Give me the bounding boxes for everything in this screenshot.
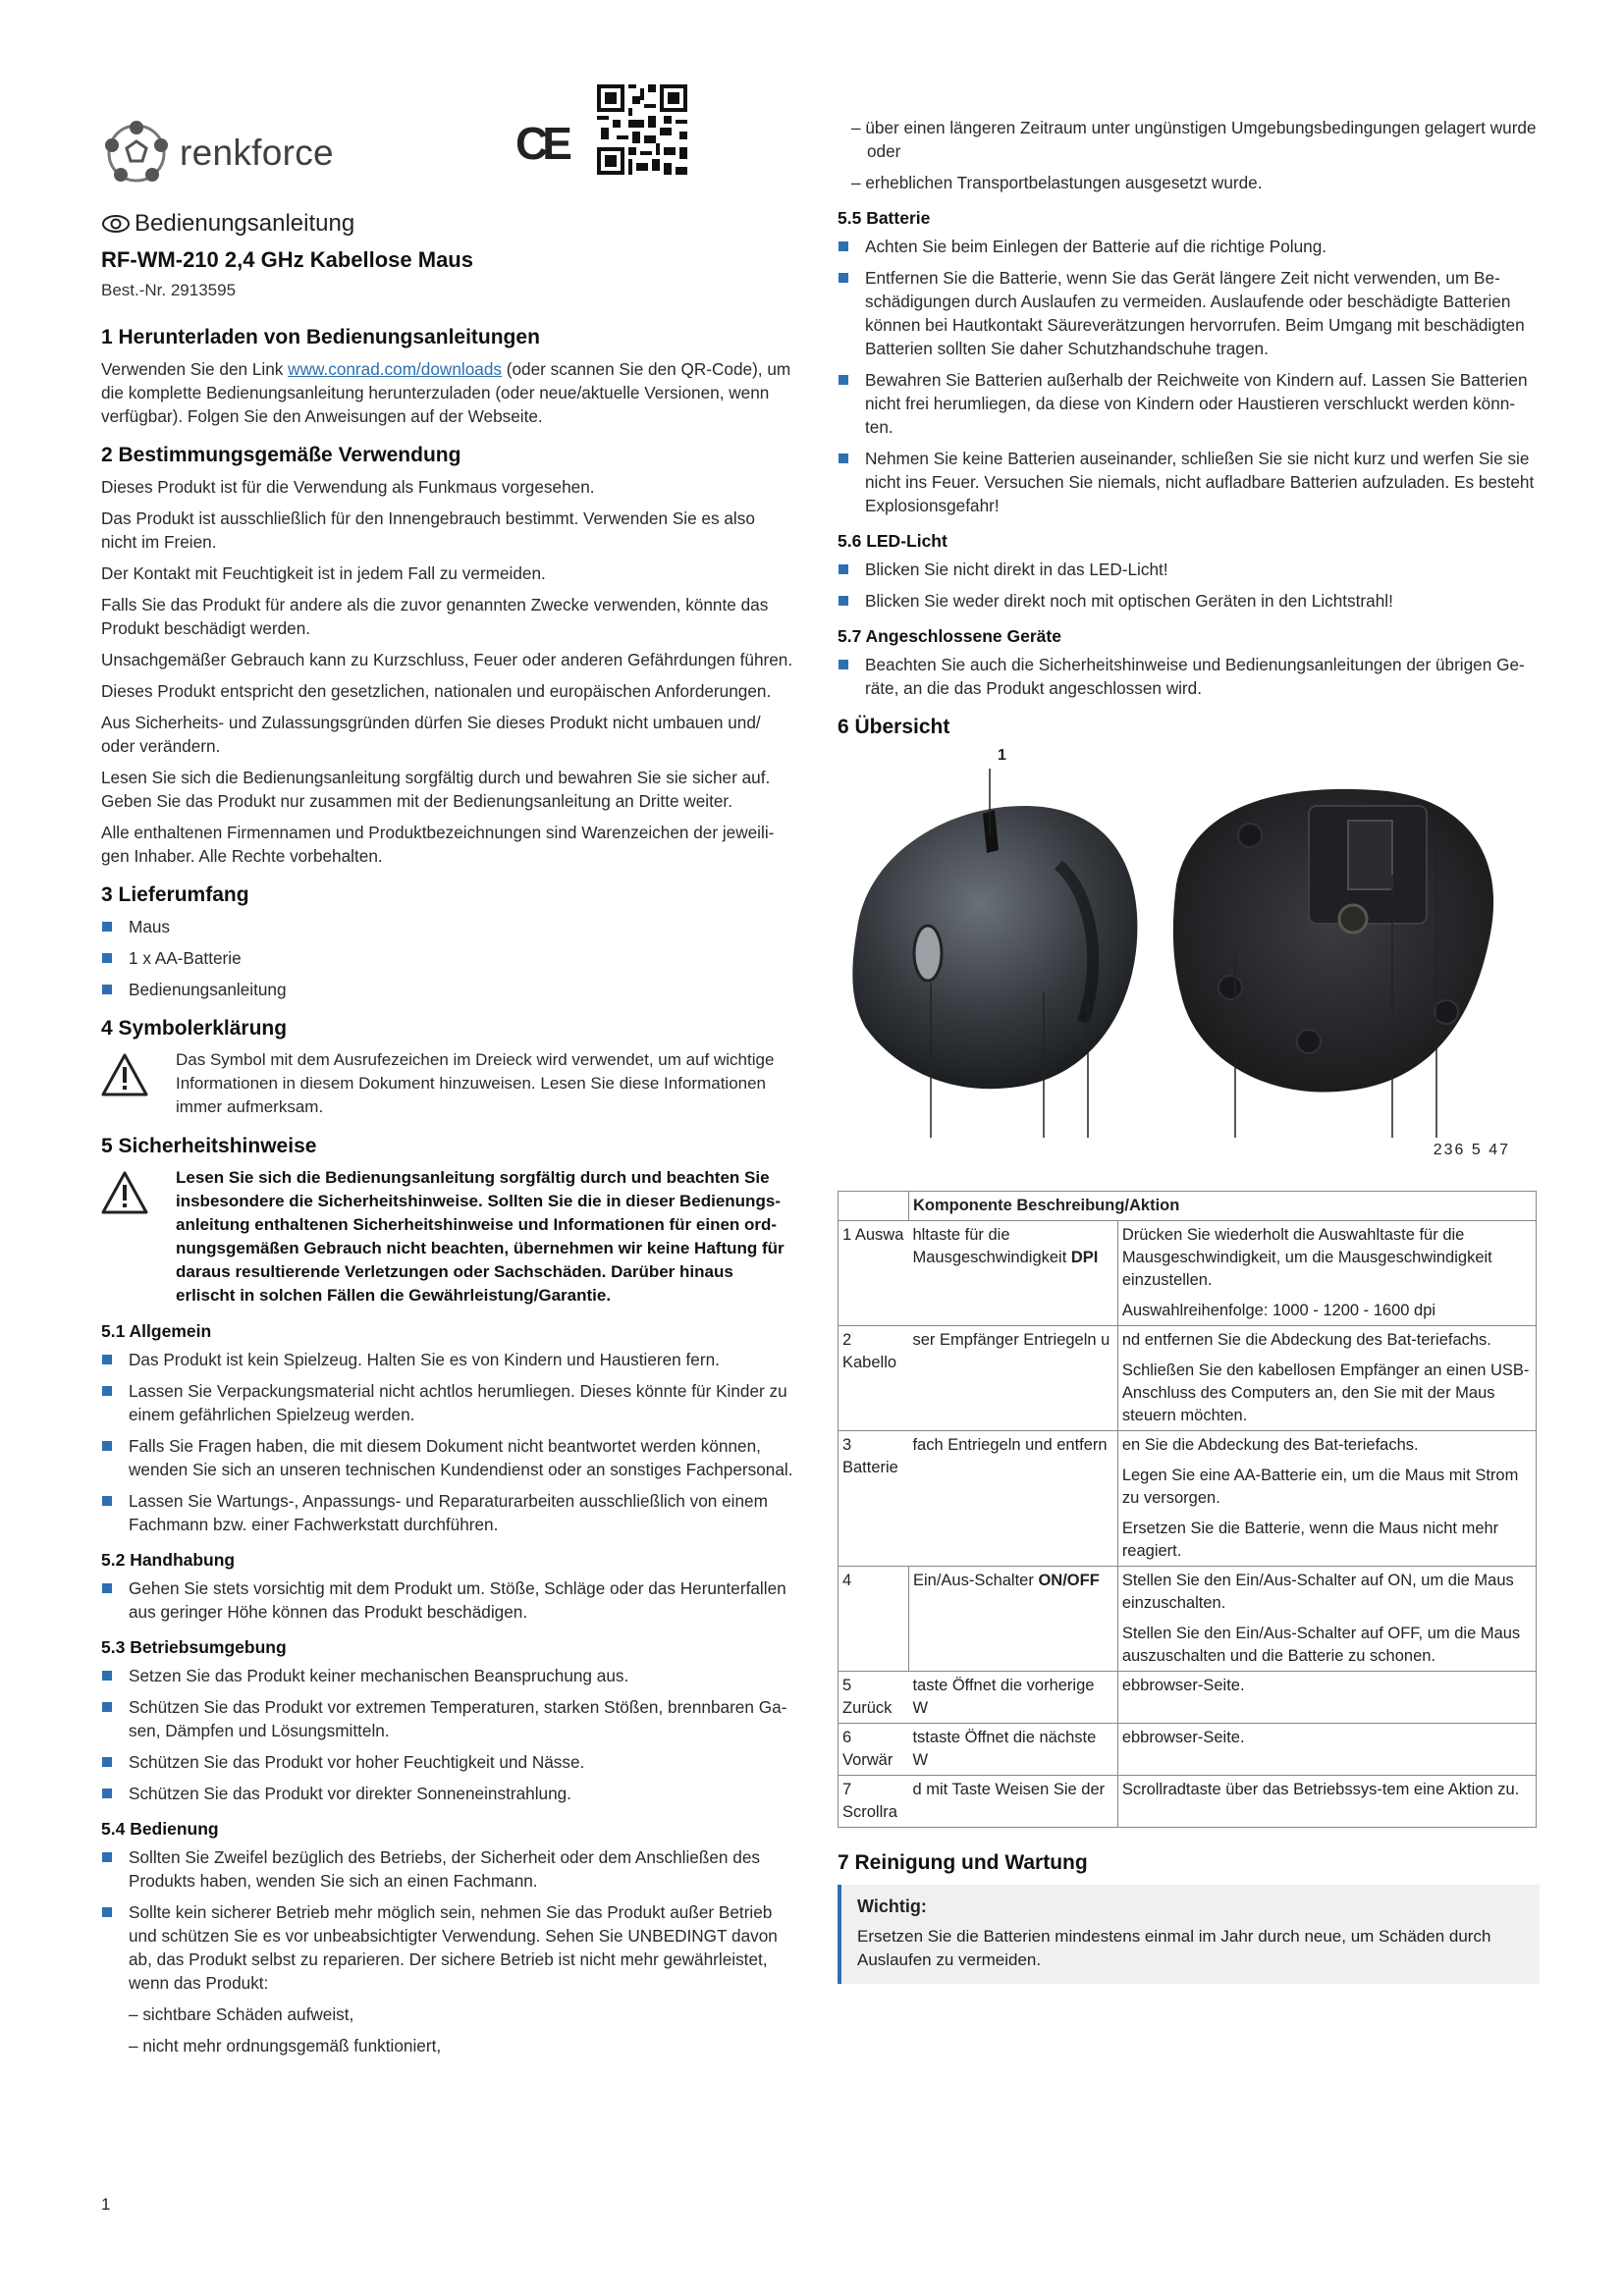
section-5-1-heading: 5.1 Allgemein bbox=[101, 1321, 212, 1341]
side-button bbox=[914, 926, 942, 981]
bullet-icon bbox=[839, 375, 848, 385]
warning-triangle-icon bbox=[101, 1170, 148, 1215]
page-number: 1 bbox=[101, 2195, 111, 2214]
section-1-heading: 1 Herunterladen von Bedienungsanleitungen bbox=[101, 326, 540, 348]
eye-icon bbox=[101, 213, 131, 235]
logo bbox=[101, 118, 793, 188]
warning-triangle-icon bbox=[101, 1052, 148, 1097]
section-5-5-heading: 5.5 Batterie bbox=[838, 208, 931, 228]
list-item: Das Produkt ist kein Spielzeug. Halten Sie es von Kindern und Haustieren fern. bbox=[101, 1348, 793, 1371]
dash-item: – erheblichen Transportbelastungen ausgesetzt wurde. bbox=[851, 173, 1263, 192]
section-5-6-heading: 5.6 LED-Licht bbox=[838, 531, 947, 551]
connected-devices-list bbox=[838, 653, 1540, 700]
section-2-paragraph: Dieses Produkt entspricht den gesetzlichen, nationalen und europäischen Anforderungen. bbox=[101, 681, 772, 701]
list-item: Achten Sie beim Einlegen der Batterie auf die richtige Polung. bbox=[838, 235, 1540, 258]
section-5-3-heading: 5.3 Betriebsumgebung bbox=[101, 1637, 287, 1657]
list-item: Lassen Sie Wartungs-, Anpassungs- und Reparaturarbeiten ausschließlich von einem Fachmann bzw. einer Fachwerkstatt durchführen. bbox=[101, 1489, 793, 1536]
bullet-icon bbox=[102, 1702, 112, 1712]
qr-code-icon bbox=[597, 84, 687, 175]
dash-item: – sichtbare Schäden aufweist, bbox=[129, 2004, 354, 2024]
list-item: Maus bbox=[101, 915, 793, 938]
bullet-icon bbox=[102, 1852, 112, 1862]
battery-list bbox=[838, 235, 1540, 517]
section-6-heading: 6 Übersicht bbox=[838, 716, 950, 738]
section-2-paragraph: Dieses Produkt ist für die Verwendung als Funkmaus vorgesehen. bbox=[101, 477, 595, 497]
callout-1: 1 bbox=[998, 747, 1006, 764]
downloads-link[interactable]: www.conrad.com/downloads bbox=[288, 359, 502, 379]
list-item: 1 x AA-Batterie bbox=[101, 946, 793, 970]
led-list bbox=[838, 558, 1540, 613]
table-row: 3 Batterie fach Entriegeln und entfern en Sie die Abdeckung des Bat-teriefachs. Legen Sie eine AA-Batterie ein, um die Maus mit Strom zu versorgen. Ersetzen Sie die Batterie, wenn die Maus nicht mehr reagiert. bbox=[839, 1431, 1537, 1567]
table-row: 7 Scrollra d mit Taste Weisen Sie der Scrollradtaste über das Betriebssys-tem eine Aktion zu. bbox=[839, 1776, 1537, 1828]
product-title: RF-WM-210 2,4 GHz Kabellose Maus bbox=[101, 247, 473, 272]
table-header: Komponente Beschreibung/Aktion bbox=[908, 1192, 1536, 1221]
section-2-paragraph: Unsachgemäßer Gebrauch kann zu Kurzschluss, Feuer oder anderen Gefährdungen führen. bbox=[101, 650, 793, 669]
bullet-icon bbox=[102, 1355, 112, 1364]
list-item: Bedienungsanleitung bbox=[101, 978, 793, 1001]
list-item: Bewahren Sie Batterien außerhalb der Reichweite von Kindern auf. Lassen Sie Batterien nicht frei herumliegen, da diese von Kindern oder Haustieren verschluckt werden könn-ten. bbox=[838, 368, 1540, 439]
bullet-icon bbox=[839, 241, 848, 251]
list-item: Nehmen Sie keine Batterien auseinander, schließen Sie sie nicht kurz und werfen Sie sie nicht ins Feuer. Versuchen Sie niemals, nicht aufladbare Batterien aufzuladen. Es besteht Explosionsgefahr! bbox=[838, 447, 1540, 517]
list-item: Setzen Sie das Produkt keiner mechanischen Beanspruchung aus. bbox=[101, 1664, 793, 1687]
list-item: Blicken Sie nicht direkt in das LED-Licht! bbox=[838, 558, 1540, 581]
safety-warning bbox=[101, 1166, 793, 1308]
list-item: Sollten Sie Zweifel bezüglich des Betriebs, der Sicherheit oder dem Anschließen des Produkts haben, wenden Sie sich an einen Fachmann. bbox=[101, 1845, 793, 1893]
bullet-icon bbox=[839, 564, 848, 574]
operation-list bbox=[101, 1845, 793, 1995]
table-row: 5 Zurück taste Öffnet die vorherige W ebbrowser-Seite. bbox=[839, 1672, 1537, 1724]
important-note bbox=[838, 1885, 1540, 1984]
list-item: Lassen Sie Verpackungsmaterial nicht achtlos herumliegen. Dieses könnte für Kinder zu einem gefährlichen Spielzeug werden. bbox=[101, 1379, 793, 1426]
bullet-icon bbox=[839, 660, 848, 669]
note-title: Wichtig: bbox=[857, 1896, 927, 1916]
components-table bbox=[838, 1191, 1537, 1828]
ce-mark: CE bbox=[515, 118, 567, 169]
section-5-heading: 5 Sicherheitshinweise bbox=[101, 1135, 317, 1157]
left-column bbox=[101, 118, 793, 2065]
bullet-icon bbox=[102, 1907, 112, 1917]
bullet-icon bbox=[102, 985, 112, 994]
manual-label: Bedienungsanleitung bbox=[101, 210, 793, 238]
environment-list bbox=[101, 1664, 793, 1805]
symbol-text: Das Symbol mit dem Ausrufezeichen im Dreieck wird verwendet, um auf wichtige Informationen in diesem Dokument hinzuweisen. Lesen Sie diese Informationen immer aufmerksam. bbox=[176, 1050, 775, 1116]
section-2-paragraph: Das Produkt ist ausschließlich für den Innengebrauch bestimmt. Verwenden Sie es also nicht im Freien. bbox=[101, 508, 755, 552]
safety-warning-text: Lesen Sie sich die Bedienungsanleitung sorgfältig durch und beachten Sie insbesondere die Sicherheitshinweise. Sollten Sie die in dieser Bedienungs-anleitung enthaltenen Sicherheitshinweise und Informationen für einen ord-nungsgemäßen Gebrauch nicht beachten, übernehmen wir keine Haftung für daraus resultierende Verletzungen oder Sachschäden. Darüber hinaus erlischt in solchen Fällen die Gewährleistung/Garantie. bbox=[176, 1168, 785, 1305]
list-item: Falls Sie Fragen haben, die mit diesem Dokument nicht beantwortet werden können, wenden Sie sich an unseren technischen Kundendienst oder an sonstiges Fachpersonal. bbox=[101, 1434, 793, 1481]
list-item: Schützen Sie das Produkt vor direkter Sonneneinstrahlung. bbox=[101, 1782, 793, 1805]
bullet-icon bbox=[102, 1496, 112, 1506]
list-item: Schützen Sie das Produkt vor hoher Feuchtigkeit und Nässe. bbox=[101, 1750, 793, 1774]
section-7-heading: 7 Reinigung und Wartung bbox=[838, 1851, 1088, 1874]
mouse-overview-photo bbox=[838, 747, 1540, 1169]
section-2-paragraph: Aus Sicherheits- und Zulassungsgründen dürfen Sie dieses Produkt nicht umbauen und/ oder verändern. bbox=[101, 713, 761, 756]
section-5-7-heading: 5.7 Angeschlossene Geräte bbox=[838, 626, 1061, 646]
bullet-icon bbox=[102, 922, 112, 932]
right-column bbox=[838, 116, 1540, 1984]
bullet-icon bbox=[839, 596, 848, 606]
section-2-paragraph: Lesen Sie sich die Bedienungsanleitung sorgfältig durch und bewahren Sie sie sicher auf. Geben Sie das Produkt nur zusammen mit der Bedienungsanleitung an Dritte weiter. bbox=[101, 768, 771, 811]
renkforce-logo-icon bbox=[101, 118, 172, 188]
section-2-heading: 2 Bestimmungsgemäße Verwendung bbox=[101, 444, 461, 466]
mouse-illustration bbox=[838, 747, 1540, 1169]
note-text: Ersetzen Sie die Batterien mindestens einmal im Jahr durch neue, um Schäden durch Auslaufen zu vermeiden. bbox=[857, 1927, 1491, 1969]
delivery-list bbox=[101, 915, 793, 1001]
bullet-icon bbox=[102, 1671, 112, 1681]
bullet-icon bbox=[102, 1789, 112, 1798]
bullet-icon bbox=[102, 1441, 112, 1451]
general-list bbox=[101, 1348, 793, 1536]
list-item: Schützen Sie das Produkt vor extremen Temperaturen, starken Stößen, brennbaren Ga-sen, Dämpfen und Lösungsmitteln. bbox=[101, 1695, 793, 1742]
table-row: 6 Vorwär tstaste Öffnet die nächste W ebbrowser-Seite. bbox=[839, 1724, 1537, 1776]
section-5-2-heading: 5.2 Handhabung bbox=[101, 1550, 236, 1570]
order-number: Best.-Nr. 2913595 bbox=[101, 281, 237, 299]
bullet-icon bbox=[102, 953, 112, 963]
section-2-paragraph: Alle enthaltenen Firmennamen und Produktbezeichnungen sind Warenzeichen der jeweili-gen Inhaber. Alle Rechte vorbehalten. bbox=[101, 823, 775, 866]
list-item: Blicken Sie weder direkt noch mit optischen Geräten in den Lichtstrahl! bbox=[838, 589, 1540, 613]
section-3-heading: 3 Lieferumfang bbox=[101, 883, 249, 906]
bullet-icon bbox=[102, 1386, 112, 1396]
section-5-4-heading: 5.4 Bedienung bbox=[101, 1819, 219, 1839]
list-item: Sollte kein sicherer Betrieb mehr möglich sein, nehmen Sie das Produkt außer Betrieb und schützen Sie es vor unbeabsichtigter Verwendung. Sehen Sie UNBEDINGT davon ab, das Produkt selbst zu reparieren. Der sichere Betrieb ist nicht mehr gewährleistet, wenn das Produkt: bbox=[101, 1900, 793, 1995]
section-4-heading: 4 Symbolerklärung bbox=[101, 1017, 288, 1040]
symbol-explanation bbox=[101, 1048, 793, 1119]
table-row: 1 Auswa hltaste für die Mausgeschwindigkeit DPI Drücken Sie wiederholt die Auswahltaste für die Mausgeschwindigkeit, um die Mausgeschwindigkeit einzustellen. Auswahlreihenfolge: 1000 - 1200 - 1600 dpi bbox=[839, 1221, 1537, 1326]
table-header-row bbox=[839, 1192, 1537, 1221]
dash-item: – über einen längeren Zeitraum unter ungünstigen Umgebungsbedingungen gelagert wurde oder bbox=[851, 118, 1537, 161]
section-2-paragraph: Der Kontakt mit Feuchtigkeit ist in jedem Fall zu vermeiden. bbox=[101, 563, 546, 583]
dash-item: – nicht mehr ordnungsgemäß funktioniert, bbox=[129, 2036, 442, 2056]
table-row: 4 Ein/Aus-Schalter ON/OFF Stellen Sie den Ein/Aus-Schalter auf ON, um die Maus einzuschalten. Stellen Sie den Ein/Aus-Schalter auf OFF, um die Maus auszuschalten und die Batterie zu schonen. bbox=[839, 1567, 1537, 1672]
callout-numbers: 236 5 47 bbox=[1433, 1142, 1510, 1158]
bullet-icon bbox=[102, 1757, 112, 1767]
bullet-icon bbox=[839, 273, 848, 283]
section-2-paragraph: Falls Sie das Produkt für andere als die zuvor genannten Zwecke verwenden, könnte das Produkt beschädigt werden. bbox=[101, 595, 769, 638]
section-1-text: Verwenden Sie den Link www.conrad.com/downloads (oder scannen Sie den QR-Code), um die komplette Bedienungsanleitung herunterzuladen (oder neue/aktuelle Versionen, wenn verfügbar). Folgen Sie den Anweisungen auf der Webseite. bbox=[101, 359, 791, 426]
bullet-icon bbox=[102, 1583, 112, 1593]
list-item: Entfernen Sie die Batterie, wenn Sie das Gerät längere Zeit nicht verwenden, um Be-schädigungen durch Auslaufen zu vermeiden. Auslaufende oder beschädigte Batterien können bei Hautkontakt Säureverätzungen hervorrufen. Beim Umgang mit beschädigten Batterien sollten Sie daher Schutzhandschuhe tragen. bbox=[838, 266, 1540, 360]
brand-name: renkforce bbox=[180, 133, 334, 173]
bullet-icon bbox=[839, 454, 848, 463]
table-row: 2 Kabello ser Empfänger Entriegeln u nd entfernen Sie die Abdeckung des Bat-teriefachs. Schließen Sie den kabellosen Empfänger an einen USB-Anschluss des Computers an, den Sie mit der Maus steuern möchten. bbox=[839, 1326, 1537, 1431]
list-item: Beachten Sie auch die Sicherheitshinweise und Bedienungsanleitungen der übrigen Ge-räte, an die das Produkt angeschlossen wird. bbox=[838, 653, 1540, 700]
handling-list bbox=[101, 1576, 793, 1624]
list-item: Gehen Sie stets vorsichtig mit dem Produkt um. Stöße, Schläge oder das Herunterfallen aus geringer Höhe können das Produkt beschädigen. bbox=[101, 1576, 793, 1624]
